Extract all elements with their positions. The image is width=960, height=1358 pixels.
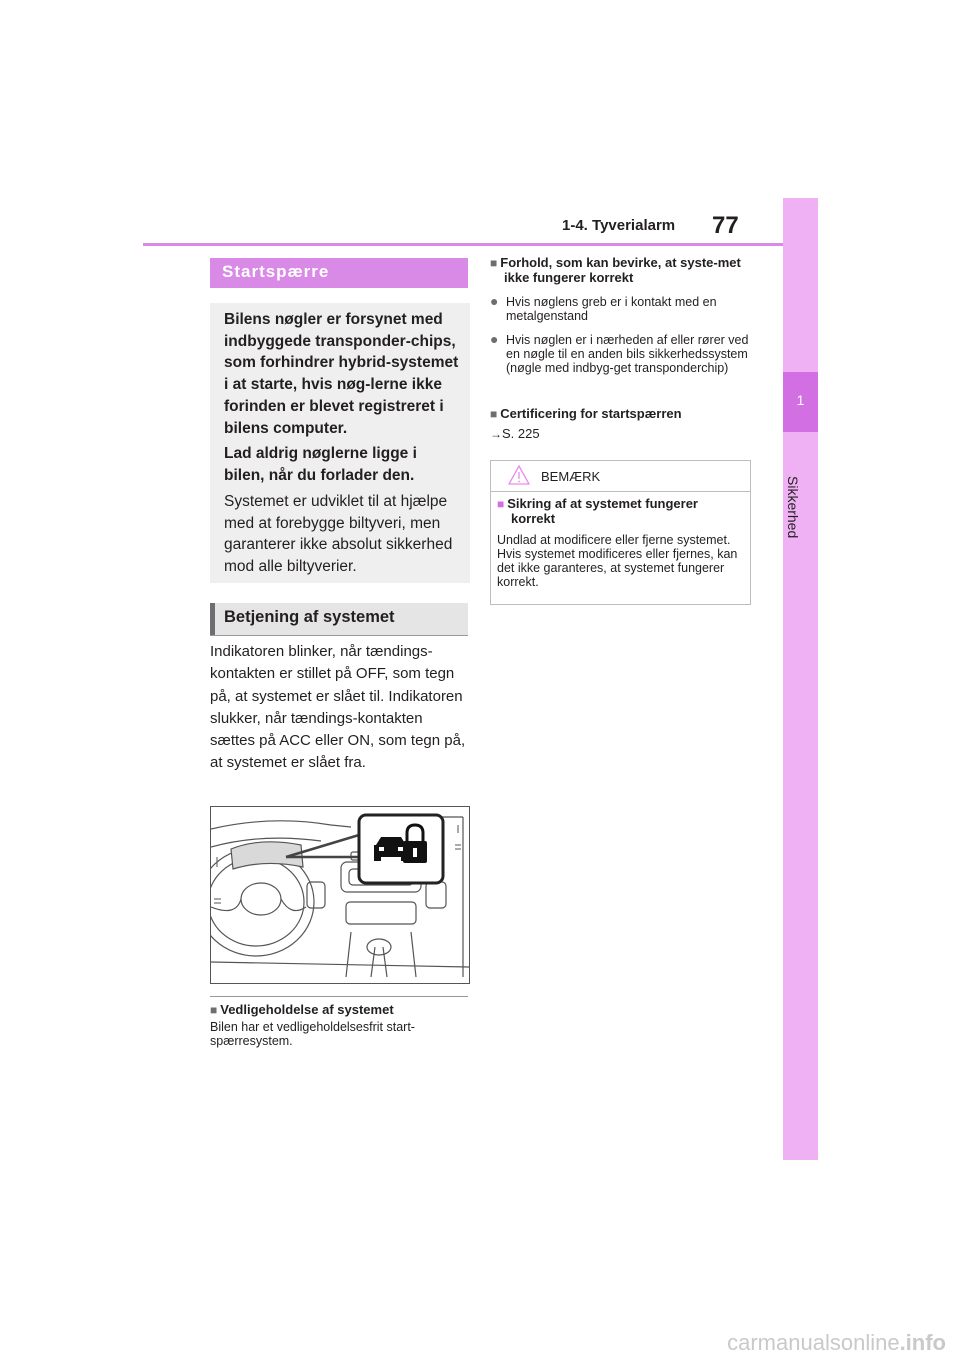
certification-reference[interactable]: [490, 426, 540, 441]
list-item: [490, 295, 754, 323]
watermark-suffix: .info: [899, 1330, 946, 1355]
chapter-name: Sikkerhed: [785, 476, 801, 539]
maintenance-text: Bilen har et vedligeholdelsesfrit start-spærresystem.: [210, 1020, 415, 1048]
operation-description: Indikatoren blinker, når tændings-kontakten er stillet på OFF, som tegn på, at systemet er slået til. Indikatoren slukker, når tændings-kontakten sættes på ACC eller ON, som tegn på, at systemet er slået fra.: [210, 643, 466, 772]
chapter-number: 1: [796, 392, 805, 408]
note-label: BEMÆRK: [541, 469, 601, 484]
intro-bold-paragraph-2: Lad aldrig nøglerne ligge i bilen, når du forlader den.: [224, 445, 417, 484]
square-bullet-icon: ■: [497, 497, 505, 511]
dashboard-illustration: [210, 806, 470, 984]
conditions-heading-text: Forhold, som kan bevirke, at syste-met ikke fungerer korrekt: [500, 255, 741, 285]
note-header-rule: [491, 491, 750, 492]
conditions-heading: [490, 256, 754, 285]
intro-paragraph: Systemet er udviklet til at hjælpe med at forebygge biltyveri, men garanterer ikke absolut sikkerhed mod alle biltyverier.: [224, 493, 453, 576]
warning-triangle-icon: [507, 464, 531, 486]
intro-box: [210, 303, 470, 583]
list-item-text: Hvis nøglen er i nærheden af eller rører ved en nøgle til en anden bils sikkerhedssystem (nøgle med indbyg-get transponderchip): [506, 333, 749, 375]
note-heading-text: Sikring af at systemet fungerer korrekt: [507, 496, 698, 526]
chapter-side-tab: [783, 198, 818, 1160]
list-item: [490, 333, 754, 375]
square-bullet-icon: ■: [210, 1003, 218, 1017]
certification-ref-text[interactable]: S. 225: [502, 426, 540, 441]
arrow-right-icon: →: [490, 427, 502, 441]
maintenance-rule: [210, 996, 468, 997]
watermark-prefix: carmanualsonline: [727, 1330, 900, 1355]
note-text: Undlad at modificere eller fjerne systemet. Hvis systemet modificeres eller fjernes, kan det ikke garanteres, at systemet fungerer korrekt.: [497, 533, 738, 589]
note-heading: [497, 497, 737, 526]
maintenance-heading-text: Vedligeholdelse af systemet: [220, 1002, 394, 1017]
section-reference: 1-4. Tyverialarm: [562, 217, 676, 234]
startspaerre-heading-text: Startspærre: [222, 262, 330, 281]
intro-bold-paragraph-1: Bilens nøgler er forsynet med indbyggede transponder-chips, som forhindrer hybrid-systemet i at starte, hvis nøg-lerne ikke forinden er blevet registreret i bilens computer.: [224, 311, 459, 437]
page-number: 77: [712, 212, 739, 239]
list-item-text: Hvis nøglens greb er i kontakt med en metalgenstand: [506, 295, 717, 323]
watermark: [0, 1330, 960, 1356]
circle-bullet-icon: ●: [490, 331, 499, 347]
betjening-heading: [210, 603, 468, 636]
note-box: [490, 460, 751, 605]
startspaerre-heading: [210, 258, 468, 288]
betjening-heading-text: Betjening af systemet: [224, 608, 395, 626]
square-bullet-icon: ■: [490, 256, 498, 270]
certification-heading-text: Certificering for startspærren: [500, 406, 682, 421]
circle-bullet-icon: ●: [490, 293, 499, 309]
certification-heading: [490, 406, 682, 421]
maintenance-heading: [210, 1002, 394, 1017]
square-bullet-icon: ■: [490, 407, 498, 421]
header-rule: [143, 243, 783, 246]
heading-bar: [210, 603, 215, 635]
